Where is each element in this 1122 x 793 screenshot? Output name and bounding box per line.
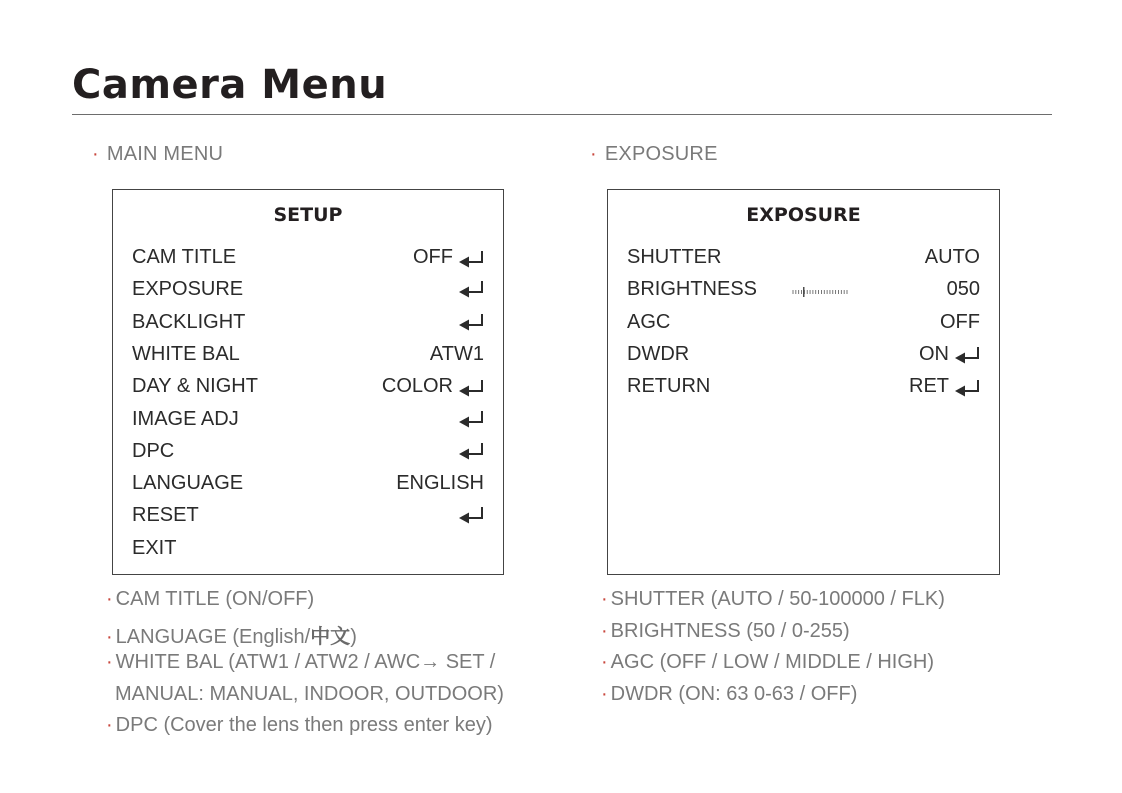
- note-text-cjk: 中文: [310, 623, 351, 648]
- exposure-section-text: EXPOSURE: [604, 143, 718, 165]
- note-text-post: ): [350, 625, 357, 648]
- setup-item-label: RESET: [132, 504, 199, 527]
- setup-item-value: [453, 311, 484, 331]
- exposure-item-value-text: OFF: [940, 310, 980, 333]
- enter-arrow-icon: [458, 440, 484, 460]
- enter-arrow-icon: [458, 504, 484, 524]
- bullet-dot: ·: [106, 625, 113, 648]
- exposure-item-label: AGC: [627, 310, 671, 333]
- setup-row[interactable]: [132, 311, 484, 339]
- setup-item-value: [453, 504, 484, 524]
- note-text: SHUTTER (AUTO / 50-100000 / FLK): [610, 588, 945, 610]
- note-line: [106, 620, 357, 649]
- bullet-dot: ·: [601, 651, 608, 673]
- note-text: DWDR (ON: 63 0-63 / OFF): [610, 682, 858, 705]
- brightness-slider[interactable]: [792, 287, 848, 297]
- exposure-row[interactable]: [627, 375, 980, 403]
- setup-row[interactable]: [132, 343, 484, 371]
- main-menu-section-label: [92, 143, 223, 166]
- enter-arrow-icon: [458, 248, 484, 268]
- exposure-row[interactable]: [627, 343, 980, 371]
- exposure-menu-box: [607, 189, 1000, 575]
- exposure-menu-title: EXPOSURE: [746, 204, 861, 226]
- setup-item-value-text: COLOR: [381, 375, 453, 398]
- exposure-item-value: [909, 375, 980, 398]
- enter-arrow-icon: [458, 311, 484, 331]
- exposure-item-value: [940, 311, 980, 334]
- note-line: [601, 651, 934, 674]
- setup-item-label: EXPOSURE: [132, 278, 244, 301]
- note-text: WHITE BAL (ATW1 / ATW2 / AWC→ SET /: [115, 651, 496, 673]
- exposure-item-value: [947, 278, 980, 301]
- setup-item-label: CAM TITLE: [132, 246, 237, 268]
- exposure-item-label: SHUTTER: [627, 246, 722, 268]
- setup-item-label: IMAGE ADJ: [132, 407, 239, 430]
- setup-item-value: [382, 375, 484, 398]
- exposure-item-value: [925, 246, 980, 269]
- setup-item-value: [453, 278, 484, 298]
- note-line: [106, 714, 493, 737]
- setup-row[interactable]: [132, 472, 484, 500]
- note-text: BRIGHTNESS (50 / 0-255): [610, 619, 850, 642]
- setup-item-value: [413, 246, 484, 269]
- exposure-item-label: DWDR: [627, 342, 690, 365]
- setup-row[interactable]: [132, 246, 484, 274]
- note-line: [601, 588, 945, 611]
- setup-row[interactable]: [132, 278, 484, 306]
- setup-item-value-text: OFF: [413, 246, 453, 268]
- note-text: CAM TITLE (ON/OFF): [115, 588, 315, 610]
- setup-row[interactable]: [132, 408, 484, 436]
- enter-arrow-icon: [458, 408, 484, 428]
- setup-item-value: [453, 408, 484, 428]
- note-text-pre: LANGUAGE (English/: [115, 625, 311, 648]
- exposure-item-label: BRIGHTNESS: [627, 278, 758, 301]
- setup-menu-box: [112, 189, 504, 575]
- exposure-item-label: RETURN: [627, 375, 711, 398]
- note-line: [106, 588, 314, 611]
- setup-item-label: LANGUAGE: [132, 472, 244, 495]
- enter-arrow-icon: [954, 344, 980, 364]
- note-text: DPC (Cover the lens then press enter key): [115, 714, 493, 736]
- enter-arrow-icon: [458, 278, 484, 298]
- bullet-dot: ·: [92, 143, 99, 165]
- note-line: [601, 683, 857, 706]
- note-line: [115, 683, 504, 706]
- setup-item-value: [430, 343, 484, 366]
- setup-item-label: EXIT: [132, 536, 177, 559]
- exposure-row[interactable]: [627, 246, 980, 274]
- setup-item-label: DPC: [132, 439, 175, 462]
- setup-item-value-text: ENGLISH: [396, 472, 484, 495]
- setup-row[interactable]: [132, 440, 484, 468]
- setup-item-value: [396, 472, 484, 495]
- bullet-dot: ·: [106, 588, 113, 610]
- enter-arrow-icon: [458, 377, 484, 397]
- bullet-dot: ·: [106, 714, 113, 736]
- setup-item-label: DAY & NIGHT: [132, 375, 258, 398]
- exposure-section-label: [590, 143, 718, 166]
- note-line: [106, 651, 495, 674]
- bullet-dot: ·: [601, 682, 608, 705]
- setup-menu-title: SETUP: [273, 204, 343, 226]
- bullet-dot: ·: [601, 619, 608, 642]
- exposure-item-value-text: ON: [919, 342, 949, 365]
- note-text: MANUAL: MANUAL, INDOOR, OUTDOOR): [115, 682, 504, 705]
- bullet-dot: ·: [601, 588, 608, 610]
- setup-row[interactable]: [132, 504, 484, 532]
- setup-item-label: BACKLIGHT: [132, 310, 246, 333]
- exposure-row[interactable]: [627, 311, 980, 339]
- exposure-item-value-text: AUTO: [924, 246, 980, 268]
- exposure-item-value-text: RET: [909, 375, 949, 398]
- bullet-dot: ·: [590, 143, 597, 165]
- enter-arrow-icon: [954, 377, 980, 397]
- setup-item-label: WHITE BAL: [132, 342, 240, 365]
- bullet-dot: ·: [106, 651, 113, 673]
- exposure-row[interactable]: [627, 278, 980, 306]
- title-divider: [72, 114, 1052, 115]
- note-line: [601, 620, 850, 643]
- page-title: Camera Menu: [72, 62, 388, 108]
- exposure-item-value-text: 050: [946, 278, 980, 301]
- note-text: AGC (OFF / LOW / MIDDLE / HIGH): [610, 651, 935, 673]
- setup-row[interactable]: [132, 537, 484, 565]
- setup-item-value: [453, 440, 484, 460]
- setup-row[interactable]: [132, 375, 484, 403]
- setup-item-value-text: ATW1: [429, 342, 484, 365]
- main-menu-section-text: MAIN MENU: [106, 143, 224, 165]
- exposure-item-value: [919, 343, 980, 366]
